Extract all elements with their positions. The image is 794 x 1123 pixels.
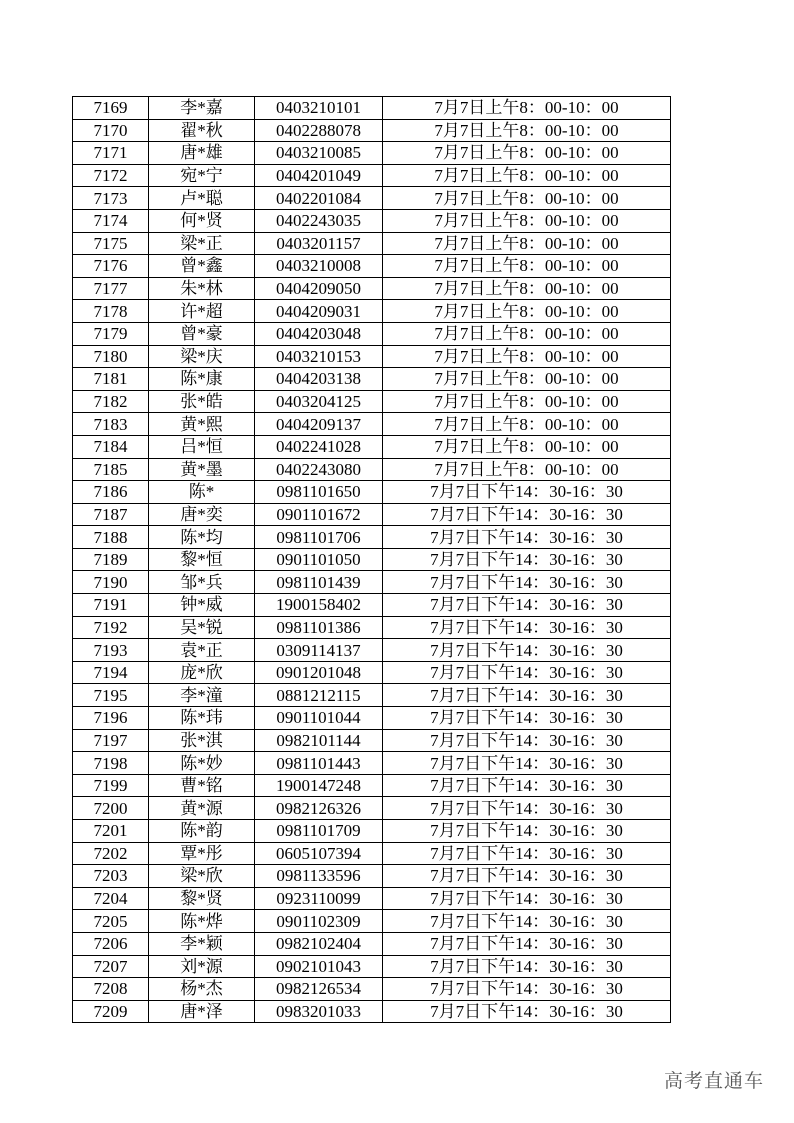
table-row <box>73 209 671 232</box>
seq-number-cell: 7195 <box>73 684 149 707</box>
id-number-cell: 0901102309 <box>255 910 383 933</box>
table-row <box>73 684 671 707</box>
time-slot-cell: 7月7日上午8：00-10：00 <box>383 390 671 413</box>
table-body <box>73 97 671 1023</box>
table-row <box>73 187 671 210</box>
seq-number-cell: 7194 <box>73 661 149 684</box>
time-slot-cell: 7月7日下午14：30-16：30 <box>383 910 671 933</box>
time-slot-cell: 7月7日上午8：00-10：00 <box>383 187 671 210</box>
id-number-cell: 0983201033 <box>255 1000 383 1023</box>
seq-number-cell: 7173 <box>73 187 149 210</box>
table-row <box>73 526 671 549</box>
name-cell: 陈*玮 <box>149 707 255 730</box>
table-row <box>73 413 671 436</box>
name-cell: 袁*正 <box>149 639 255 662</box>
id-number-cell: 0403210101 <box>255 97 383 120</box>
seq-number-cell: 7207 <box>73 955 149 978</box>
time-slot-cell: 7月7日下午14：30-16：30 <box>383 1000 671 1023</box>
table-row <box>73 661 671 684</box>
id-number-cell: 0981133596 <box>255 865 383 888</box>
id-number-cell: 0981101709 <box>255 820 383 843</box>
table-row <box>73 910 671 933</box>
time-slot-cell: 7月7日下午14：30-16：30 <box>383 594 671 617</box>
name-cell: 钟*威 <box>149 594 255 617</box>
time-slot-cell: 7月7日下午14：30-16：30 <box>383 932 671 955</box>
id-number-cell: 0982101144 <box>255 729 383 752</box>
id-number-cell: 0901101044 <box>255 707 383 730</box>
name-cell: 李*颖 <box>149 932 255 955</box>
name-cell: 陈*韵 <box>149 820 255 843</box>
seq-number-cell: 7178 <box>73 300 149 323</box>
seq-number-cell: 7189 <box>73 548 149 571</box>
seq-number-cell: 7193 <box>73 639 149 662</box>
name-cell: 翟*秋 <box>149 119 255 142</box>
id-number-cell: 0403210085 <box>255 142 383 165</box>
seq-number-cell: 7192 <box>73 616 149 639</box>
name-cell: 黄*源 <box>149 797 255 820</box>
table-row <box>73 390 671 413</box>
time-slot-cell: 7月7日下午14：30-16：30 <box>383 481 671 504</box>
table-row <box>73 142 671 165</box>
time-slot-cell: 7月7日下午14：30-16：30 <box>383 752 671 775</box>
seq-number-cell: 7206 <box>73 932 149 955</box>
name-cell: 梁*正 <box>149 232 255 255</box>
name-cell: 卢*聪 <box>149 187 255 210</box>
id-number-cell: 0404209050 <box>255 277 383 300</box>
table-row <box>73 503 671 526</box>
table-row <box>73 164 671 187</box>
name-cell: 黎*贤 <box>149 887 255 910</box>
table-row <box>73 752 671 775</box>
id-number-cell: 0605107394 <box>255 842 383 865</box>
time-slot-cell: 7月7日下午14：30-16：30 <box>383 797 671 820</box>
table-row <box>73 774 671 797</box>
watermark-logo-text: 高考直通车 <box>663 1070 764 1092</box>
time-slot-cell: 7月7日下午14：30-16：30 <box>383 661 671 684</box>
table-row <box>73 300 671 323</box>
time-slot-cell: 7月7日上午8：00-10：00 <box>383 300 671 323</box>
name-cell: 邹*兵 <box>149 571 255 594</box>
name-cell: 宛*宁 <box>149 164 255 187</box>
id-number-cell: 0403210008 <box>255 255 383 278</box>
seq-number-cell: 7196 <box>73 707 149 730</box>
id-number-cell: 0404203138 <box>255 368 383 391</box>
name-cell: 陈* <box>149 481 255 504</box>
time-slot-cell: 7月7日下午14：30-16：30 <box>383 820 671 843</box>
id-number-cell: 1900147248 <box>255 774 383 797</box>
table-row <box>73 594 671 617</box>
seq-number-cell: 7177 <box>73 277 149 300</box>
id-number-cell: 0403201157 <box>255 232 383 255</box>
time-slot-cell: 7月7日下午14：30-16：30 <box>383 729 671 752</box>
table-row <box>73 978 671 1001</box>
time-slot-cell: 7月7日上午8：00-10：00 <box>383 119 671 142</box>
seq-number-cell: 7170 <box>73 119 149 142</box>
id-number-cell: 0981101439 <box>255 571 383 594</box>
time-slot-cell: 7月7日上午8：00-10：00 <box>383 277 671 300</box>
seq-number-cell: 7209 <box>73 1000 149 1023</box>
name-cell: 覃*彤 <box>149 842 255 865</box>
id-number-cell: 0402201084 <box>255 187 383 210</box>
table-row <box>73 277 671 300</box>
time-slot-cell: 7月7日上午8：00-10：00 <box>383 164 671 187</box>
table-row <box>73 119 671 142</box>
table-row <box>73 571 671 594</box>
time-slot-cell: 7月7日下午14：30-16：30 <box>383 526 671 549</box>
id-number-cell: 0402288078 <box>255 119 383 142</box>
name-cell: 唐*泽 <box>149 1000 255 1023</box>
table-row <box>73 616 671 639</box>
id-number-cell: 0982102404 <box>255 932 383 955</box>
seq-number-cell: 7190 <box>73 571 149 594</box>
name-cell: 张*皓 <box>149 390 255 413</box>
time-slot-cell: 7月7日上午8：00-10：00 <box>383 322 671 345</box>
table-row <box>73 548 671 571</box>
name-cell: 吕*恒 <box>149 435 255 458</box>
seq-number-cell: 7198 <box>73 752 149 775</box>
table-row <box>73 797 671 820</box>
name-cell: 黎*恒 <box>149 548 255 571</box>
time-slot-cell: 7月7日下午14：30-16：30 <box>383 887 671 910</box>
seq-number-cell: 7180 <box>73 345 149 368</box>
seq-number-cell: 7182 <box>73 390 149 413</box>
id-number-cell: 0901101050 <box>255 548 383 571</box>
seq-number-cell: 7201 <box>73 820 149 843</box>
id-number-cell: 0923110099 <box>255 887 383 910</box>
time-slot-cell: 7月7日上午8：00-10：00 <box>383 458 671 481</box>
seq-number-cell: 7208 <box>73 978 149 1001</box>
id-number-cell: 0981101706 <box>255 526 383 549</box>
table-row <box>73 481 671 504</box>
seq-number-cell: 7185 <box>73 458 149 481</box>
time-slot-cell: 7月7日上午8：00-10：00 <box>383 232 671 255</box>
name-cell: 唐*雄 <box>149 142 255 165</box>
id-number-cell: 0982126534 <box>255 978 383 1001</box>
name-cell: 陈*均 <box>149 526 255 549</box>
seq-number-cell: 7204 <box>73 887 149 910</box>
seq-number-cell: 7191 <box>73 594 149 617</box>
id-number-cell: 0402241028 <box>255 435 383 458</box>
time-slot-cell: 7月7日上午8：00-10：00 <box>383 97 671 120</box>
id-number-cell: 0404209137 <box>255 413 383 436</box>
id-number-cell: 0981101443 <box>255 752 383 775</box>
table-row <box>73 322 671 345</box>
time-slot-cell: 7月7日下午14：30-16：30 <box>383 707 671 730</box>
table-row <box>73 932 671 955</box>
seq-number-cell: 7179 <box>73 322 149 345</box>
time-slot-cell: 7月7日下午14：30-16：30 <box>383 548 671 571</box>
id-number-cell: 0403210153 <box>255 345 383 368</box>
id-number-cell: 1900158402 <box>255 594 383 617</box>
time-slot-cell: 7月7日下午14：30-16：30 <box>383 684 671 707</box>
seq-number-cell: 7172 <box>73 164 149 187</box>
name-cell: 梁*欣 <box>149 865 255 888</box>
name-cell: 何*贤 <box>149 209 255 232</box>
table-row <box>73 435 671 458</box>
id-number-cell: 0403204125 <box>255 390 383 413</box>
table-row <box>73 639 671 662</box>
name-cell: 曾*豪 <box>149 322 255 345</box>
table-row <box>73 707 671 730</box>
seq-number-cell: 7188 <box>73 526 149 549</box>
seq-number-cell: 7184 <box>73 435 149 458</box>
exam-schedule-table <box>72 96 671 1023</box>
name-cell: 黄*熙 <box>149 413 255 436</box>
id-number-cell: 0901201048 <box>255 661 383 684</box>
seq-number-cell: 7197 <box>73 729 149 752</box>
table-row <box>73 345 671 368</box>
name-cell: 曾*鑫 <box>149 255 255 278</box>
name-cell: 张*淇 <box>149 729 255 752</box>
seq-number-cell: 7186 <box>73 481 149 504</box>
id-number-cell: 0404201049 <box>255 164 383 187</box>
seq-number-cell: 7183 <box>73 413 149 436</box>
seq-number-cell: 7176 <box>73 255 149 278</box>
table-row <box>73 368 671 391</box>
name-cell: 刘*源 <box>149 955 255 978</box>
time-slot-cell: 7月7日下午14：30-16：30 <box>383 865 671 888</box>
table-row <box>73 955 671 978</box>
time-slot-cell: 7月7日下午14：30-16：30 <box>383 503 671 526</box>
time-slot-cell: 7月7日上午8：00-10：00 <box>383 209 671 232</box>
id-number-cell: 0404209031 <box>255 300 383 323</box>
time-slot-cell: 7月7日上午8：00-10：00 <box>383 435 671 458</box>
seq-number-cell: 7205 <box>73 910 149 933</box>
name-cell: 庞*欣 <box>149 661 255 684</box>
id-number-cell: 0981101650 <box>255 481 383 504</box>
seq-number-cell: 7187 <box>73 503 149 526</box>
id-number-cell: 0404203048 <box>255 322 383 345</box>
id-number-cell: 0901101672 <box>255 503 383 526</box>
time-slot-cell: 7月7日下午14：30-16：30 <box>383 842 671 865</box>
time-slot-cell: 7月7日上午8：00-10：00 <box>383 413 671 436</box>
seq-number-cell: 7181 <box>73 368 149 391</box>
time-slot-cell: 7月7日下午14：30-16：30 <box>383 639 671 662</box>
time-slot-cell: 7月7日上午8：00-10：00 <box>383 368 671 391</box>
name-cell: 唐*奕 <box>149 503 255 526</box>
table-row <box>73 729 671 752</box>
time-slot-cell: 7月7日上午8：00-10：00 <box>383 255 671 278</box>
time-slot-cell: 7月7日下午14：30-16：30 <box>383 616 671 639</box>
id-number-cell: 0902101043 <box>255 955 383 978</box>
name-cell: 李*潼 <box>149 684 255 707</box>
name-cell: 杨*杰 <box>149 978 255 1001</box>
seq-number-cell: 7174 <box>73 209 149 232</box>
seq-number-cell: 7200 <box>73 797 149 820</box>
time-slot-cell: 7月7日下午14：30-16：30 <box>383 955 671 978</box>
seq-number-cell: 7175 <box>73 232 149 255</box>
table-row <box>73 255 671 278</box>
name-cell: 吴*锐 <box>149 616 255 639</box>
name-cell: 黄*墨 <box>149 458 255 481</box>
seq-number-cell: 7203 <box>73 865 149 888</box>
name-cell: 许*超 <box>149 300 255 323</box>
table-row <box>73 865 671 888</box>
table-row <box>73 1000 671 1023</box>
time-slot-cell: 7月7日下午14：30-16：30 <box>383 774 671 797</box>
table-row <box>73 887 671 910</box>
id-number-cell: 0982126326 <box>255 797 383 820</box>
name-cell: 陈*康 <box>149 368 255 391</box>
id-number-cell: 0881212115 <box>255 684 383 707</box>
time-slot-cell: 7月7日下午14：30-16：30 <box>383 571 671 594</box>
id-number-cell: 0981101386 <box>255 616 383 639</box>
id-number-cell: 0402243080 <box>255 458 383 481</box>
table-row <box>73 820 671 843</box>
name-cell: 李*嘉 <box>149 97 255 120</box>
name-cell: 朱*林 <box>149 277 255 300</box>
table-row <box>73 97 671 120</box>
time-slot-cell: 7月7日上午8：00-10：00 <box>383 345 671 368</box>
name-cell: 陈*妙 <box>149 752 255 775</box>
name-cell: 曹*铭 <box>149 774 255 797</box>
name-cell: 陈*烨 <box>149 910 255 933</box>
seq-number-cell: 7169 <box>73 97 149 120</box>
id-number-cell: 0309114137 <box>255 639 383 662</box>
id-number-cell: 0402243035 <box>255 209 383 232</box>
time-slot-cell: 7月7日下午14：30-16：30 <box>383 978 671 1001</box>
table-row <box>73 458 671 481</box>
seq-number-cell: 7199 <box>73 774 149 797</box>
time-slot-cell: 7月7日上午8：00-10：00 <box>383 142 671 165</box>
table-row <box>73 842 671 865</box>
seq-number-cell: 7202 <box>73 842 149 865</box>
name-cell: 梁*庆 <box>149 345 255 368</box>
table-row <box>73 232 671 255</box>
seq-number-cell: 7171 <box>73 142 149 165</box>
